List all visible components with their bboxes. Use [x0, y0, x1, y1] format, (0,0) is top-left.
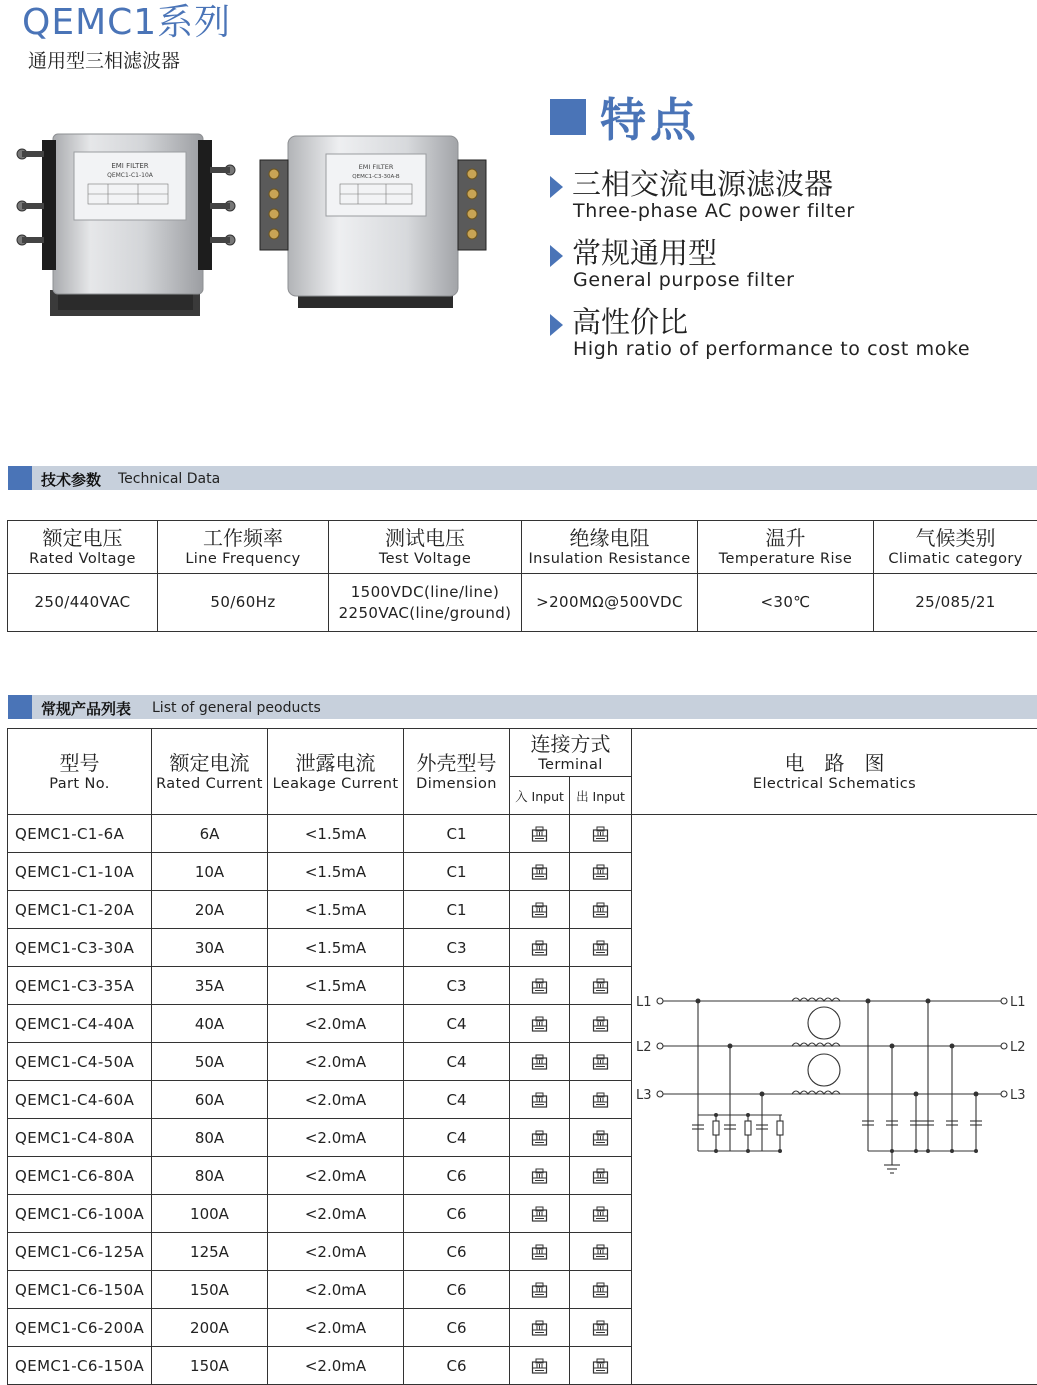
terminal-icon — [592, 826, 609, 843]
terminal-out — [570, 853, 632, 891]
schematic-label-in: L2 — [636, 1040, 652, 1055]
dimension: C6 — [404, 1195, 510, 1233]
leakage-current: <2.0mA — [268, 1195, 404, 1233]
terminal-in — [510, 1309, 570, 1347]
terminal-out — [570, 1005, 632, 1043]
rated-current: 30A — [152, 929, 268, 967]
schematic-label-out: L2 — [1010, 1040, 1026, 1055]
part-no: QEMC1-C4-50A — [8, 1043, 152, 1081]
dimension: C6 — [404, 1233, 510, 1271]
part-no: QEMC1-C6-100A — [8, 1195, 152, 1233]
leakage-current: <2.0mA — [268, 1233, 404, 1271]
rated-current: 150A — [152, 1347, 268, 1385]
header-schematic: 电 路 图 Electrical Schematics — [632, 729, 1037, 815]
leakage-current: <1.5mA — [268, 853, 404, 891]
terminal-in — [510, 929, 570, 967]
terminal-icon — [592, 1244, 609, 1261]
series-subtitle: 通用型三相滤波器 — [28, 46, 180, 73]
dimension: C6 — [404, 1271, 510, 1309]
leakage-current: <2.0mA — [268, 1081, 404, 1119]
tech-section-bar — [8, 466, 1037, 490]
terminal-in — [510, 1081, 570, 1119]
rated-current: 60A — [152, 1081, 268, 1119]
terminal-icon — [592, 1092, 609, 1109]
feature-en: Three-phase AC power filter — [573, 200, 855, 222]
part-no: QEMC1-C1-20A — [8, 891, 152, 929]
terminal-icon — [592, 864, 609, 881]
part-no: QEMC1-C1-6A — [8, 815, 152, 853]
terminal-icon — [592, 1130, 609, 1147]
tech-value-cell: >200MΩ@500VDC — [522, 574, 698, 632]
rated-current: 6A — [152, 815, 268, 853]
terminal-icon — [531, 1320, 548, 1337]
product-list-table — [7, 728, 1037, 1385]
terminal-icon — [592, 1168, 609, 1185]
terminal-icon — [531, 864, 548, 881]
product-label-text: EMI FILTER — [111, 162, 148, 170]
rated-current: 20A — [152, 891, 268, 929]
terminal-in — [510, 1157, 570, 1195]
terminal-icon — [531, 1244, 548, 1261]
tech-value-cell: 25/085/21 — [874, 574, 1037, 632]
product-image-c3 — [258, 130, 498, 345]
terminal-out — [570, 1119, 632, 1157]
rated-current: 40A — [152, 1005, 268, 1043]
leakage-current: <2.0mA — [268, 1005, 404, 1043]
product-label-text: EMI FILTER — [359, 163, 394, 171]
dimension: C4 — [404, 1005, 510, 1043]
rated-current: 200A — [152, 1309, 268, 1347]
tech-header-cell: 测试电压 Test Voltage — [329, 521, 522, 574]
terminal-icon — [592, 1054, 609, 1071]
terminal-icon — [531, 940, 548, 957]
terminal-in — [510, 1119, 570, 1157]
product-model-text: QEMC1-C1-10A — [107, 172, 154, 179]
part-no: QEMC1-C3-30A — [8, 929, 152, 967]
header-part: 型号 Part No. — [8, 729, 152, 815]
terminal-out — [570, 1043, 632, 1081]
part-no: QEMC1-C4-80A — [8, 1119, 152, 1157]
triangle-bullet-icon — [550, 245, 563, 267]
triangle-bullet-icon — [550, 314, 563, 336]
schematic-cell — [632, 815, 1037, 1385]
rated-current: 80A — [152, 1157, 268, 1195]
terminal-icon — [531, 1054, 548, 1071]
terminal-out — [570, 1195, 632, 1233]
tech-header-cell: 绝缘电阻 Insulation Resistance — [522, 521, 698, 574]
leakage-current: <2.0mA — [268, 1309, 404, 1347]
table-row — [8, 815, 1037, 853]
terminal-icon — [531, 1092, 548, 1109]
tech-table — [7, 520, 1037, 632]
list-section-en: List of general peoducts — [152, 700, 321, 716]
rated-current: 150A — [152, 1271, 268, 1309]
terminal-out — [570, 929, 632, 967]
terminal-icon — [531, 826, 548, 843]
series-title: QEMC1系列 — [22, 0, 231, 45]
list-section-cn: 常规产品列表 — [41, 698, 131, 719]
features-heading — [550, 84, 700, 150]
rated-current: 80A — [152, 1119, 268, 1157]
dimension: C3 — [404, 929, 510, 967]
terminal-icon — [531, 902, 548, 919]
header-terminal-out: 出 Input — [570, 777, 632, 815]
dimension: C1 — [404, 853, 510, 891]
terminal-out — [570, 1271, 632, 1309]
terminal-icon — [592, 1320, 609, 1337]
leakage-current: <1.5mA — [268, 967, 404, 1005]
terminal-icon — [531, 1168, 548, 1185]
tech-header-cell: 工作频率 Line Frequency — [158, 521, 329, 574]
tech-value-cell: <30℃ — [698, 574, 874, 632]
part-no: QEMC1-C4-40A — [8, 1005, 152, 1043]
part-no: QEMC1-C6-125A — [8, 1233, 152, 1271]
rated-current: 35A — [152, 967, 268, 1005]
terminal-in — [510, 891, 570, 929]
dimension: C6 — [404, 1347, 510, 1385]
header-terminal-in: 入 Input — [510, 777, 570, 815]
dimension: C4 — [404, 1043, 510, 1081]
terminal-icon — [592, 1358, 609, 1375]
dimension: C1 — [404, 891, 510, 929]
part-no: QEMC1-C3-35A — [8, 967, 152, 1005]
terminal-in — [510, 1347, 570, 1385]
leakage-current: <2.0mA — [268, 1043, 404, 1081]
terminal-icon — [531, 978, 548, 995]
dimension: C3 — [404, 967, 510, 1005]
leakage-current: <1.5mA — [268, 929, 404, 967]
feature-cn: 常规通用型 — [572, 231, 717, 272]
terminal-out — [570, 1309, 632, 1347]
leakage-current: <2.0mA — [268, 1347, 404, 1385]
dimension: C4 — [404, 1081, 510, 1119]
tech-value-cell: 1500VDC(line/line) 2250VAC(line/ground) — [329, 574, 522, 632]
product-image-c1 — [8, 130, 243, 345]
features-title: 特点 — [600, 84, 700, 150]
part-no: QEMC1-C6-150A — [8, 1347, 152, 1385]
feature-en: General purpose filter — [573, 269, 795, 291]
header-terminal: 连接方式 Terminal — [510, 729, 632, 777]
feature-en: High ratio of performance to cost moke — [573, 338, 970, 360]
dimension: C6 — [404, 1157, 510, 1195]
terminal-out — [570, 891, 632, 929]
schematic-label-out: L3 — [1010, 1088, 1026, 1103]
product-model-text: QEMC1-C3-30A-B — [352, 174, 400, 180]
part-no: QEMC1-C6-150A — [8, 1271, 152, 1309]
list-section-bar — [8, 695, 1037, 719]
terminal-out — [570, 1081, 632, 1119]
terminal-icon — [531, 1016, 548, 1033]
terminal-in — [510, 967, 570, 1005]
terminal-in — [510, 1005, 570, 1043]
triangle-bullet-icon — [550, 176, 563, 198]
square-bullet-icon — [550, 99, 586, 135]
terminal-icon — [592, 940, 609, 957]
rated-current: 50A — [152, 1043, 268, 1081]
terminal-icon — [592, 1282, 609, 1299]
terminal-in — [510, 1195, 570, 1233]
terminal-icon — [592, 978, 609, 995]
terminal-out — [570, 1157, 632, 1195]
tech-header-cell: 额定电压 Rated Voltage — [8, 521, 158, 574]
circuit-schematic — [632, 815, 1036, 1379]
terminal-icon — [531, 1358, 548, 1375]
tech-header-cell: 温升 Temperature Rise — [698, 521, 874, 574]
part-no: QEMC1-C6-200A — [8, 1309, 152, 1347]
terminal-icon — [592, 1206, 609, 1223]
terminal-in — [510, 1233, 570, 1271]
dimension: C1 — [404, 815, 510, 853]
feature-cn: 三相交流电源滤波器 — [572, 162, 833, 203]
terminal-icon — [531, 1282, 548, 1299]
terminal-icon — [531, 1206, 548, 1223]
terminal-out — [570, 1233, 632, 1271]
terminal-in — [510, 815, 570, 853]
part-no: QEMC1-C4-60A — [8, 1081, 152, 1119]
part-no: QEMC1-C6-80A — [8, 1157, 152, 1195]
rated-current: 100A — [152, 1195, 268, 1233]
tech-value-cell: 250/440VAC — [8, 574, 158, 632]
part-no: QEMC1-C1-10A — [8, 853, 152, 891]
leakage-current: <2.0mA — [268, 1157, 404, 1195]
header-dimension: 外壳型号 Dimension — [404, 729, 510, 815]
schematic-label-out: L1 — [1010, 995, 1026, 1010]
dimension: C4 — [404, 1119, 510, 1157]
schematic-label-in: L3 — [636, 1088, 652, 1103]
header-current: 额定电流 Rated Current — [152, 729, 268, 815]
terminal-icon — [592, 1016, 609, 1033]
terminal-in — [510, 853, 570, 891]
terminal-in — [510, 1271, 570, 1309]
terminal-out — [570, 815, 632, 853]
tech-value-cell: 50/60Hz — [158, 574, 329, 632]
header-leakage: 泄露电流 Leakage Current — [268, 729, 404, 815]
leakage-current: <2.0mA — [268, 1119, 404, 1157]
tech-section-cn: 技术参数 — [41, 469, 101, 490]
terminal-in — [510, 1043, 570, 1081]
rated-current: 10A — [152, 853, 268, 891]
terminal-icon — [531, 1130, 548, 1147]
tech-header-cell: 气候类别 Climatic category — [874, 521, 1037, 574]
terminal-out — [570, 1347, 632, 1385]
leakage-current: <1.5mA — [268, 891, 404, 929]
tech-section-en: Technical Data — [118, 471, 220, 487]
leakage-current: <1.5mA — [268, 815, 404, 853]
terminal-out — [570, 967, 632, 1005]
terminal-icon — [592, 902, 609, 919]
feature-cn: 高性价比 — [572, 300, 688, 341]
schematic-label-in: L1 — [636, 995, 652, 1010]
leakage-current: <2.0mA — [268, 1271, 404, 1309]
dimension: C6 — [404, 1309, 510, 1347]
rated-current: 125A — [152, 1233, 268, 1271]
